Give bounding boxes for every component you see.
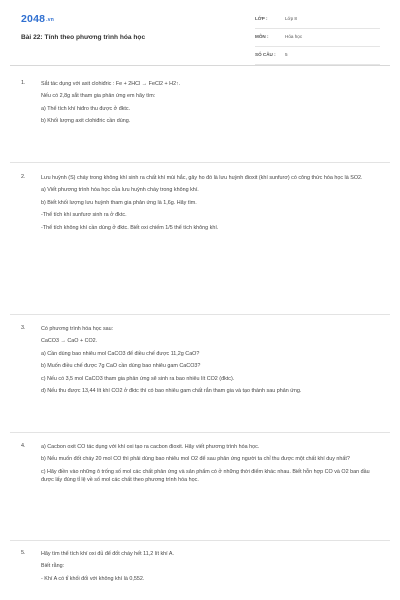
question-line: c) Hãy điền vào những ô trống số mol các chất phản ứng và sản phẩm có ở những thời điểm khác nhau. Biết hỗn hợp CO và O2 ban đầu được lấy đúng tỉ lệ về số mol các chất theo phương trình hóa học. xyxy=(41,468,370,484)
question-number: 3. xyxy=(21,325,26,331)
question-line: Lưu huỳnh (S) cháy trong không khí sinh ra chất khí mùi hắc, gây ho đó là lưu huỳnh đioxit (khí sunfurơ) có công thức hóa học là SO2. xyxy=(41,175,363,181)
meta-label: LỚP : xyxy=(255,16,268,21)
question-divider xyxy=(10,540,390,541)
question-line: CaCO3 → CaO + CO2. xyxy=(41,338,98,345)
header-divider xyxy=(10,65,390,66)
meta-value: Lớp 8 xyxy=(285,16,297,21)
question-line: b) Khối lượng axit clohiđric cần dùng. xyxy=(41,118,131,125)
question-line: Hãy tìm thể tích khí oxi đủ để đốt cháy hết 11,2 lít khí A. xyxy=(41,551,174,557)
question-line: a) Viết phương trình hóa học của lưu huỳnh cháy trong không khí. xyxy=(41,187,199,194)
question-line: b) Biết khối lượng lưu huỳnh tham gia phản ứng là 1,6g. Hãy tìm. xyxy=(41,199,197,206)
question-line: b) Muốn điều chế được 7g CaO cần dùng bao nhiêu gam CaCO3? xyxy=(41,363,201,370)
question-body xyxy=(41,174,381,236)
lesson-meta xyxy=(255,14,380,68)
lesson-title: Bài 22: Tính theo phương trình hóa học xyxy=(21,34,146,41)
question-number: 2. xyxy=(21,174,26,180)
question-line: -Thể tích không khí cần dùng ở đktc. Biết oxi chiếm 1/5 thể tích không khí. xyxy=(41,224,219,231)
question-line: a) Cần dùng bao nhiêu mol CaCO3 để điều chế được 11,2g CaO? xyxy=(41,350,200,357)
question-number: 5. xyxy=(21,550,26,556)
question-line: Biết rằng: xyxy=(41,563,65,570)
question-line: Có phương trình hóa học sau: xyxy=(41,326,114,332)
question-number: 1. xyxy=(21,80,26,86)
question-divider xyxy=(10,314,390,315)
meta-row-count xyxy=(255,50,380,65)
question-line: - Khí A có tỉ khối đối với không khí là 0,552. xyxy=(41,575,145,582)
question-body xyxy=(41,325,381,399)
question-line: c) Nếu có 3,5 mol CaCO3 tham gia phản ứng sẽ sinh ra bao nhiêu lít CO2 (đktc). xyxy=(41,375,235,382)
question-body xyxy=(41,80,381,130)
meta-row-subject xyxy=(255,32,380,47)
question-number: 4. xyxy=(21,443,26,449)
question-line: Nếu có 2,8g sắt tham gia phản ứng em hãy tìm: xyxy=(41,93,156,100)
meta-row-grade xyxy=(255,14,380,29)
meta-label: MÔN : xyxy=(255,34,269,39)
question-divider xyxy=(10,162,390,163)
question-line: a) Cacbon oxit CO tác dụng với khí oxi tạo ra cacbon đioxit. Hãy viết phương trình hóa học. xyxy=(41,444,260,450)
question-line: b) Nếu muốn đốt cháy 20 mol CO thì phải dùng bao nhiêu mol O2 để sau phản ứng người ta chỉ thu được một chất khí duy nhất? xyxy=(41,456,350,463)
question-line: d) Nếu thu được 13,44 lít khí CO2 ở đktc thì có bao nhiêu gam chất rắn tham gia và tạo thành sau phản ứng. xyxy=(41,388,302,395)
question-divider xyxy=(10,432,390,433)
meta-value: 5 xyxy=(285,52,288,57)
meta-label: SỐ CÂU : xyxy=(255,52,276,57)
meta-value: Hóa học xyxy=(285,34,303,39)
logo-text: 2048 xyxy=(21,13,46,25)
question-line: a) Thể tích khí hiđro thu được ở đktc. xyxy=(41,105,131,112)
question-line: Sắt tác dụng với axit clohiđric : Fe + 2HCl → FeCl2 + H2↑. xyxy=(41,81,181,87)
question-body xyxy=(41,443,381,489)
site-logo[interactable] xyxy=(21,13,54,25)
question-body xyxy=(41,550,381,587)
question-line: -Thể tích khí sunfurơ sinh ra ở đktc. xyxy=(41,212,127,219)
logo-suffix: .vn xyxy=(46,17,54,23)
